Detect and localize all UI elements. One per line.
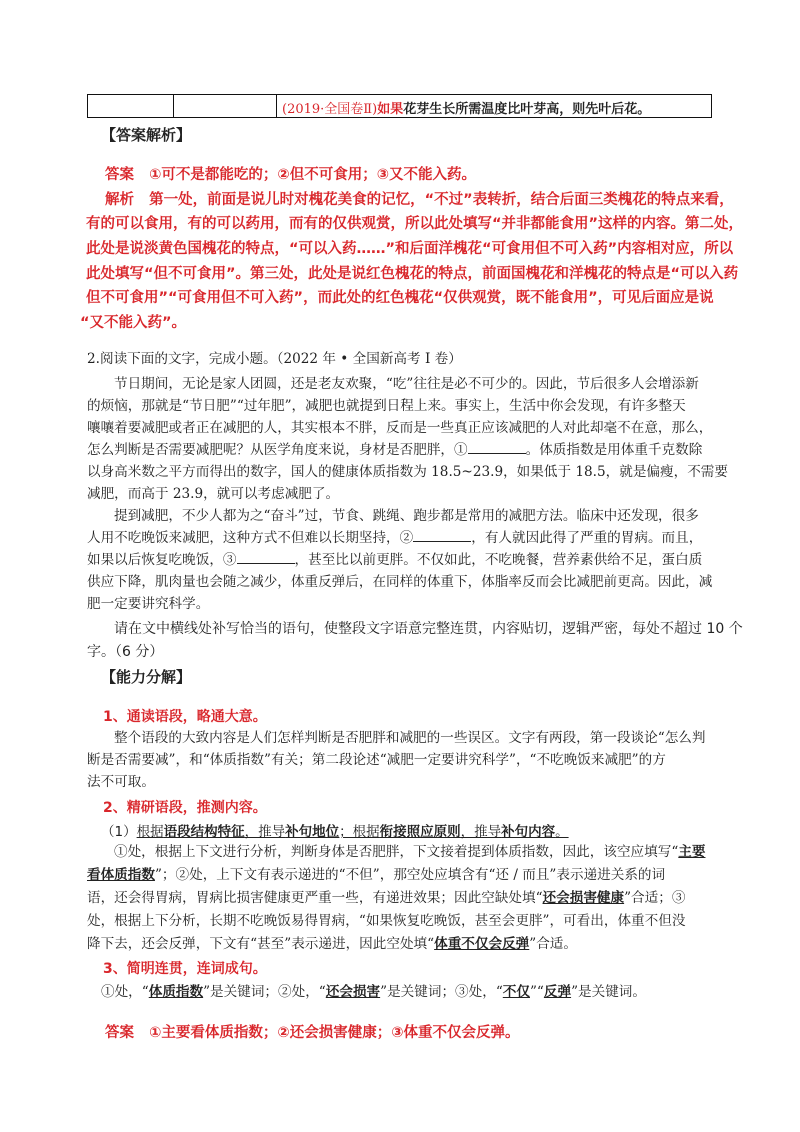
q1-explain-line-1: 解析 第一处，前面是说儿时对槐花美食的记忆，“不过”表转折，结合后面三类槐花的特点来看， [105, 192, 734, 208]
q1-answer-label: 答案 [105, 167, 134, 183]
step2-line-3: 语，还会得胃病，胃病比损害健康更严重一些，有递进效果；因此空缺处填“还会损害健康”合适；③ [87, 890, 686, 906]
step2-line-2: 看体质指数”；②处，上下文有表示递进的“不但”，那空处应填含有“还 / 而且”表示递进关系的词 [87, 867, 666, 883]
q2-instruction-2: 字。（6 分） [87, 644, 164, 660]
table-cell-text [282, 98, 650, 117]
answer-table-row [87, 94, 712, 118]
ability-heading: 【能力分解】 [101, 668, 192, 686]
q2-answer-label: 答案 [105, 1025, 134, 1041]
analysis-heading: 【答案解析】 [101, 126, 192, 144]
passage-line-11: 肥一定要讲究科学。 [87, 596, 210, 612]
q1-explain-line-5: 但不可食用”“可食用但不可入药”，而此处的红色槐花“仅供观赏，既不能食用”，可见后面应是说 [86, 290, 714, 306]
step1-line-2: 断是否需要减”，和“体质指数”有关；第二段论述“减肥一定要讲究科学”，“不吃晚饭来减肥”的方 [87, 752, 666, 768]
passage-line-4: 怎么判断是否需要减肥呢？从医学角度来说，身材是否肥胖，① 。体质指数是用体重千克数除 [87, 442, 703, 458]
passage-line-9: 如果以后恢复吃晚饭，③ ，甚至比以前更胖。不仅如此，不吃晚餐，营养素供给不足，蛋白质 [87, 552, 703, 568]
step3-line: ①处，“体质指数”是关键词；②处，“还会损害”是关键词；③处，“不仅”“反弹”是关键词。 [101, 984, 646, 1000]
q2-answer-text: ①主要看体质指数；②还会损害健康；③体重不仅会反弹。 [149, 1025, 520, 1041]
q1-answer-text: ①可不是都能吃的；②但不可食用；③又不能入药。 [149, 167, 476, 183]
q2-answer [105, 1021, 520, 1042]
q1-explain-line-3: 此处是说淡黄色国槐花的特点，“可以入药……”和后面洋槐花“可食用但不可入药”内容相对应，所以 [86, 241, 734, 257]
step2-title: 2、精研语段，推测内容。 [103, 800, 267, 816]
blank-3 [237, 551, 295, 564]
q1-explain-line-2: 有的可以食用，有的可以药用，而有的仅供观赏，所以此处填写“并非都能食用”这样的内容。第二处， [86, 216, 744, 232]
passage-line-2: 的烦恼，那就是“节日肥”“过年肥”，减肥也就提到日程上来。事实上，生活中你会发现，有许多整天 [87, 398, 686, 414]
step1-title: 1、通读语段，略通大意。 [103, 709, 267, 725]
step3-title: 3、简明连贯，连词成句。 [103, 961, 267, 977]
q2-instruction-1: 请在文中横线处补写恰当的语句，使整段文字语意完整连贯，内容贴切，逻辑严密，每处不超过 10 个 [114, 621, 743, 637]
step1-line-3: 法不可取。 [87, 774, 155, 790]
table-cell-empty-2 [173, 95, 277, 117]
table-rest: 花芽生长所需温度比叶芽高，则先叶后花。 [403, 102, 651, 117]
step2-line-4: 处，根据上下分析，长期不吃晚饭易得胃病，“如果恢复吃晚饭，甚至会更胖”，可看出，体重不但没 [87, 913, 686, 929]
passage-line-8: 人用不吃晚饭来减肥，这种方式不但难以长期坚持，② ，有人就因此得了严重的胃病。而且， [87, 530, 703, 546]
blank-2 [413, 529, 471, 542]
passage-line-6: 减肥，而高于 23.9，就可以考虑减肥了。 [87, 486, 340, 502]
passage-line-5: 以身高米数之平方而得出的数字，国人的健康体质指数为 18.5~23.9，如果低于 18.5，就是偏瘦，不需要 [87, 464, 728, 480]
step2-line-1: ①处，根据上下文进行分析，判断身体是否肥胖，下文接着提到体质指数，因此，该空应填写“主要 [114, 844, 706, 860]
table-cell-empty-1 [88, 95, 174, 117]
table-source: (2019·全国卷Ⅱ) [282, 102, 378, 117]
q1-explain-line-6: “又不能入药”。 [80, 315, 187, 331]
passage-line-7: 提到减肥，不少人都为之“奋斗”过，节食、跳绳、跑步都是常用的减肥方法。临床中还发现，很多 [114, 508, 699, 524]
q1-answer [105, 163, 476, 184]
table-keyword: 如果 [377, 102, 404, 117]
q2-title: 2.阅读下面的文字，完成小题。（2022 年 • 全国新高考 I 卷） [87, 351, 462, 367]
passage-line-10: 供应下降，肌肉量也会随之减少，体重反弹后，在同样的体重下，体脂率反而会比减肥前更高。因此，减 [87, 574, 713, 590]
passage-line-1: 节日期间，无论是家人团圆，还是老友欢聚，“吃”往往是必不可少的。因此，节后很多人会增添新 [114, 376, 699, 392]
step2-line-5: 降下去，还会反弹，下文有“甚至”表示递进，因此空处填“体重不仅会反弹”合适。 [87, 936, 577, 952]
q1-explain-label: 解析 [105, 192, 134, 208]
q1-explain-line-4: 此处填写“但不可食用”。第三处，此处是说红色槐花的特点，前面国槐花和洋槐花的特点是“可以入药 [86, 266, 739, 282]
step1-line-1: 整个语段的大致内容是人们怎样判断是否肥胖和减肥的一些误区。文字有两段，第一段谈论“怎么判 [114, 730, 706, 746]
blank-1 [468, 441, 526, 454]
passage-line-3: 嚷嚷着要减肥或者正在减肥的人，其实根本不胖，反而是一些真正应该减肥的人对此却毫不在意，那么， [87, 420, 713, 436]
step2-subheading: （1）根据语段结构特征，推导补句地位；根据衔接照应原则，推导补句内容。 [101, 824, 569, 840]
